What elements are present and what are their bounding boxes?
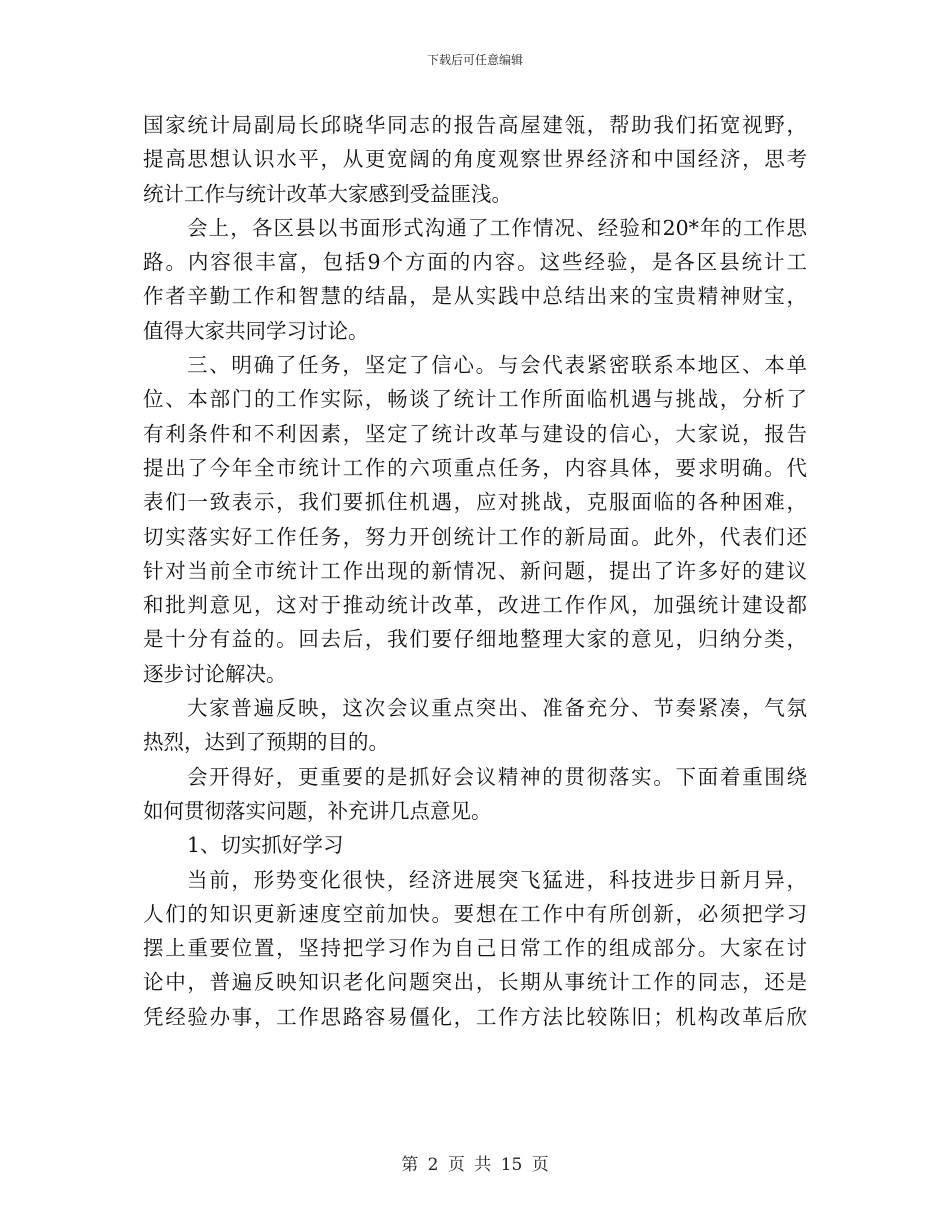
text-line: 位、本部门的工作实际，畅谈了统计工作所面临机遇与挑战，分析了: [143, 387, 807, 412]
text-line: 作者辛勤工作和智慧的结晶，是从实践中总结出来的宝贵精神财宝，: [143, 284, 807, 309]
text-line: 论中，普遍反映知识老化问题突出，长期从事统计工作的同志，还是: [143, 970, 807, 995]
text-line: 有利条件和不利因素，坚定了统计改革与建设的信心，大家说，报告: [143, 421, 807, 446]
text-line: 凭经验办事，工作思路容易僵化，工作方法比较陈旧；机构改革后欣: [143, 1004, 807, 1029]
text-line: 人们的知识更新速度空前加快。要想在工作中有所创新，必须把学习: [143, 901, 807, 926]
text-line: 和批判意见，这对于推动统计改革，改进工作作风，加强统计建设都: [143, 593, 807, 618]
text-line: 三、明确了任务，坚定了信心。与会代表紧密联系本地区、本单: [187, 353, 807, 378]
text-line: 会上，各区县以书面形式沟通了工作情况、经验和20*年的工作思: [187, 215, 807, 240]
text-line: 针对当前全市统计工作出现的新情况、新问题，提出了许多好的建议: [143, 558, 807, 583]
text-line: 当前，形势变化很快，经济进展突飞猛进，科技进步日新月异，: [187, 867, 807, 892]
text-line: 路。内容很丰富，包括9个方面的内容。这些经验，是各区县统计工: [143, 250, 807, 275]
text-line: 逐步讨论解决。: [143, 661, 287, 686]
text-line: 国家统计局副局长邱晓华同志的报告高屋建瓴，帮助我们拓宽视野，: [143, 113, 807, 137]
text-line: 表们一致表示，我们要抓住机遇，应对挑战，克服面临的各种困难，: [143, 490, 807, 515]
text-line: 大家普遍反映，这次会议重点突出、准备充分、节奏紧凑，气氛: [187, 696, 807, 721]
text-line: 提高思想认识水平，从更宽阔的角度观察世界经济和中国经济，思考: [143, 147, 807, 172]
page-header-note: 下载后可任意编辑: [426, 53, 523, 67]
text-line: 摆上重要位置，坚持把学习作为自己日常工作的组成部分。大家在讨: [143, 936, 807, 961]
text-line: 切实落实好工作任务，努力开创统计工作的新局面。此外，代表们还: [143, 524, 807, 549]
text-line: 热烈，达到了预期的目的。: [143, 730, 389, 755]
text-line: 是十分有益的。回去后，我们要仔细地整理大家的意见，归纳分类，: [143, 627, 807, 652]
text-line: 值得大家共同学习讨论。: [143, 318, 369, 343]
text-line: 会开得好，更重要的是抓好会议精神的贯彻落实。下面着重围绕: [187, 764, 807, 789]
text-line: 1、切实抓好学习: [187, 833, 344, 858]
document-body: [143, 108, 807, 1034]
text-line: 如何贯彻落实问题，补充讲几点意见。: [143, 798, 492, 823]
text-line: 提出了今年全市统计工作的六项重点任务，内容具体，要求明确。代: [143, 455, 807, 480]
page-number-footer: 第 2 页 共 15 页: [401, 1155, 549, 1175]
text-line: 统计工作与统计改革大家感到受益匪浅。: [143, 181, 512, 206]
